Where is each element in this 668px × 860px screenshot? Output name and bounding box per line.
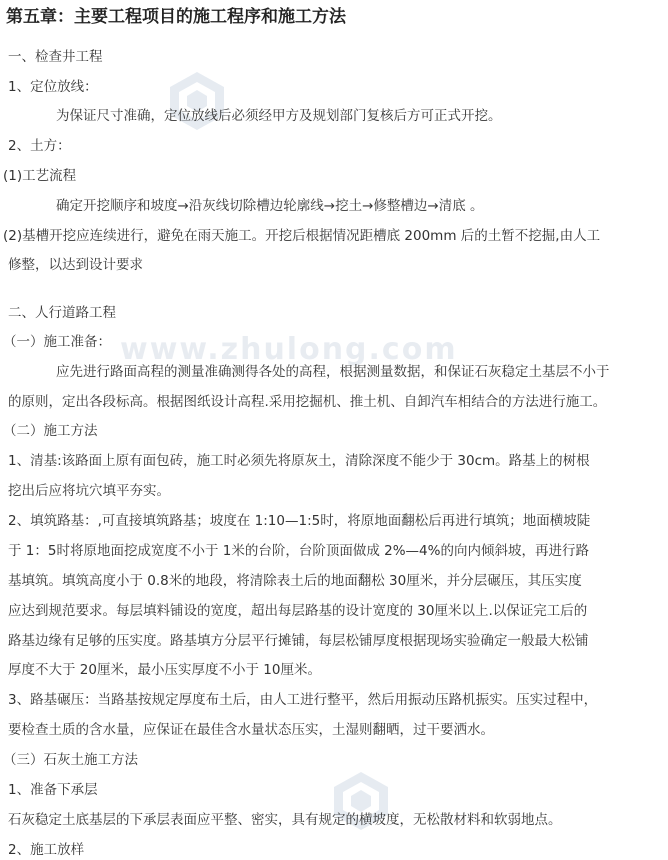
paragraph-line: 挖出后应将坑穴填平夯实。 <box>8 483 170 499</box>
paragraph-line: 要检查土质的含水量，应保证在最佳含水量状态压实，土湿则翻晒，过干要洒水。 <box>8 722 494 738</box>
paragraph-line: 应先进行路面高程的测量准确测得各处的高程，根据测量数据，和保证石灰稳定土基层不小于 <box>56 364 610 380</box>
paragraph-line: 应达到规范要求。每层填料铺设的宽度，超出每层路基的设计宽度的 30厘米以上.以保证完工后的 <box>8 603 588 619</box>
paragraph-line: 石灰稳定土底基层的下承层表面应平整、密实，具有规定的横坡度，无松散材料和软弱地点。 <box>8 812 562 828</box>
subsection-heading: （二）施工方法 <box>3 423 98 439</box>
subsection-heading: 1、定位放线： <box>8 79 98 95</box>
paragraph-line: 为保证尺寸准确，定位放线后必须经甲方及规划部门复核后方可正式开挖。 <box>56 108 502 124</box>
section-heading: 二、人行道路工程 <box>8 305 116 321</box>
subsection-heading: （一）施工准备： <box>3 334 111 350</box>
paragraph-line: 路基边缘有足够的压实度。路基填方分层平行摊铺，每层松铺厚度根据现场实验确定一般最大松铺 <box>8 633 589 649</box>
paragraph-line: 2、填筑路基：,可直接填筑路基；坡度在 1:10—1:5时，将原地面翻松后再进行填筑；地面横坡陡 <box>8 513 591 529</box>
section-heading: 一、检查井工程 <box>8 49 103 65</box>
subsection-heading: 2、施工放样 <box>8 842 85 858</box>
subsection-heading: （三）石灰土施工方法 <box>3 752 138 768</box>
paragraph-line: 3、路基碾压：当路基按规定厚度布土后，由人工进行整平，然后用振动压路机振实。压实过程中， <box>8 692 598 708</box>
watermark-text: www.zhulong.com <box>120 332 458 367</box>
chapter-title: 第五章：主要工程项目的施工程序和施工方法 <box>6 7 346 27</box>
paragraph-line: 的原则，定出各段标高。根据图纸设计高程.采用挖掘机、推土机、自卸汽车相结合的方法进行施工。 <box>8 394 607 410</box>
paragraph-line: (2)基槽开挖应连续进行，避免在雨天施工。开挖后根据情况距槽底 200mm 后的土暂不挖掘,由人工 <box>3 228 601 244</box>
paragraph-line: 厚度不大于 20厘米，最小压实厚度不小于 10厘米。 <box>8 662 321 678</box>
subsection-heading: 2、土方： <box>8 138 71 154</box>
subsection-heading: 1、准备下承层 <box>8 782 98 798</box>
paragraph-line: 修整，以达到设计要求 <box>8 257 143 273</box>
paragraph-line: 1、清基:该路面上原有面包砖，施工时必须先将原灰土，清除深度不能少于 30cm。路基上的树根 <box>8 453 590 469</box>
paragraph-line: 确定开挖顺序和坡度→沿灰线切除槽边轮廓线→挖土→修整槽边→清底 。 <box>56 198 484 214</box>
subsection-heading: (1)工艺流程 <box>3 168 77 184</box>
paragraph-line: 基填筑。填筑高度小于 0.8米的地段，将清除表土后的地面翻松 30厘米，并分层碾压，其压实度 <box>8 573 582 589</box>
paragraph-line: 于 1：5时将原地面挖成宽度不小于 1米的台阶，台阶顶面做成 2%—4%的向内倾斜坡，再进行路 <box>8 543 589 559</box>
